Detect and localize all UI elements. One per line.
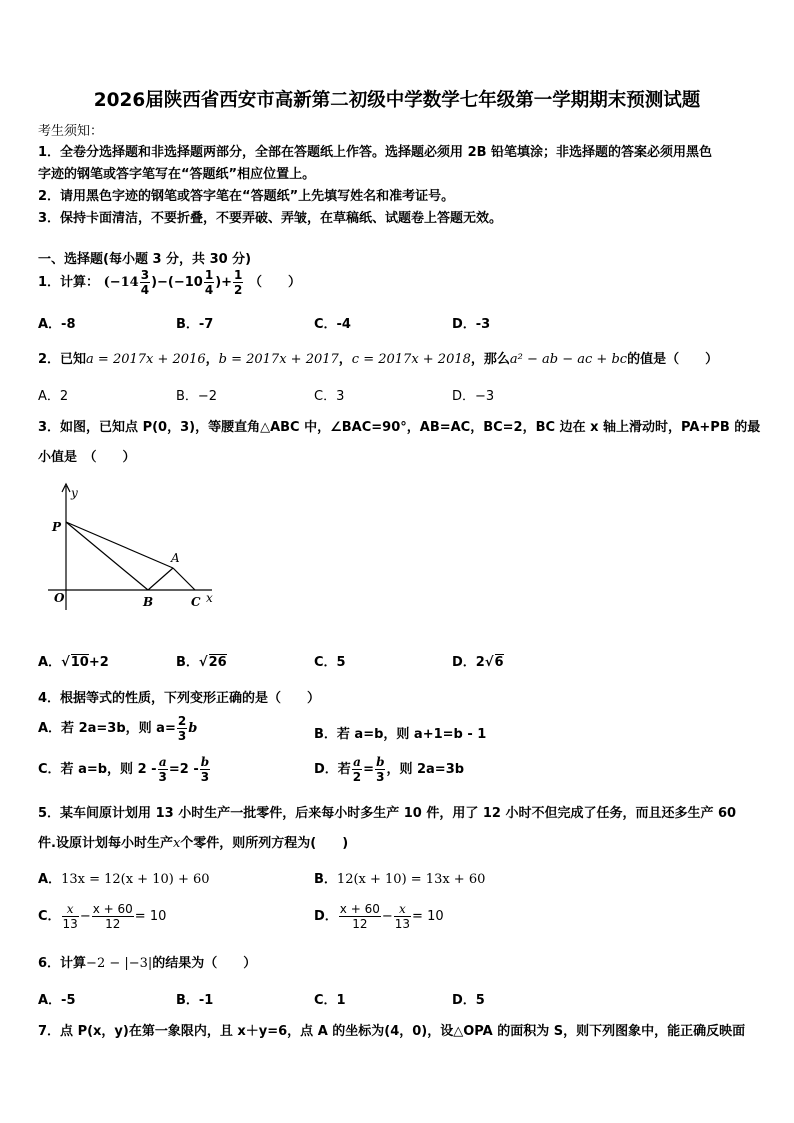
- q1-option-a: A．-8: [38, 317, 76, 332]
- q3-option-b: B．√26: [176, 655, 227, 670]
- q2-b-def: b = 2017x + 2017: [218, 352, 339, 367]
- notice-line-1a: 1．全卷分选择题和非选择题两部分，全部在答题纸上作答。选择题必须用 2B 铅笔填涂；非选择题的答案必须用黑色: [38, 145, 713, 160]
- q1-prefix: 1．计算：: [38, 275, 100, 290]
- q2-prefix: 2．已知: [38, 352, 87, 367]
- q2-expression: a² − ab − ac + bc: [509, 352, 628, 367]
- label-b: B: [143, 595, 154, 609]
- label-y: y: [71, 486, 78, 500]
- q1-option-d: D．-3: [452, 317, 491, 332]
- q5-option-c: C． $\frac{x}{13}$ − $\frac{x + 60}{12}$ = 10: [38, 902, 167, 931]
- q2-option-d: D．−3: [452, 389, 495, 404]
- segment-ab: [148, 568, 173, 590]
- q4-option-b: B．若 a=b，则 a+1=b - 1: [314, 727, 487, 742]
- notice-line-3: 3．保持卡面清洁，不要折叠，不要弄破、弄皱，在草稿纸、试题卷上答题无效。: [38, 211, 503, 226]
- q4-option-a: A．若 2a=3b，则 a= $\frac{2}{3}$ b: [38, 714, 198, 743]
- q7-stem-line-1: 7．点 P(x，y)在第一象限内，且 x＋y=6，点 A 的坐标为(4，0)，设△OPA 的面积为 S，则下列图象中，能正确反映面: [38, 1024, 746, 1039]
- q3-stem-line-2: 小值是 （ ）: [38, 450, 136, 465]
- q2-c-def: c = 2017x + 2018: [351, 352, 471, 367]
- label-p: P: [52, 520, 62, 534]
- q6-option-c: C．1: [314, 993, 346, 1008]
- q4-stem: 4．根据等式的性质，下列变形正确的是（ ）: [38, 691, 321, 706]
- q2-option-a: A．2: [38, 389, 69, 404]
- q5-stem-line-1: 5．某车间原计划用 13 小时生产一批零件，后来每小时多生产 10 件，用了 12 小时不但完成了任务，而且还多生产 60: [38, 806, 737, 821]
- q1-expr-a: (−14: [103, 275, 139, 290]
- q5-option-b: B．12(x + 10) = 13x + 60: [314, 872, 486, 887]
- q2-mid: ，那么: [470, 352, 510, 367]
- q4-option-c: C．若 a=b，则 2 - $\frac{a}{3}$ =2 - $\frac{b}{3}$: [38, 755, 210, 784]
- q6-option-b: B．-1: [176, 993, 214, 1008]
- q2-suffix: 的值是（ ）: [627, 352, 719, 367]
- label-x: x: [206, 591, 213, 605]
- q3-option-a: A．√10+2: [38, 655, 109, 670]
- q2-option-b: B．−2: [176, 389, 218, 404]
- q3-stem-line-1: 3．如图，已知点 P(0，3)，等腰直角△ABC 中，∠BAC=90°，AB=AC，BC=2，BC 边在 x 轴上滑动时，PA+PB 的最: [38, 420, 761, 435]
- segment-ac: [173, 568, 195, 590]
- q2-a-def: a = 2017x + 2016: [86, 352, 206, 367]
- page-title: 2026届陕西省西安市高新第二初级中学数学七年级第一学期期末预测试题: [93, 90, 701, 111]
- q1-expr-b: )−(−10: [151, 275, 203, 290]
- q6-option-a: A．-5: [38, 993, 76, 1008]
- q5-stem-line-2: 件.设原计划每小时生产x个零件，则所列方程为( ): [38, 836, 349, 851]
- segment-pb: [66, 522, 148, 590]
- segment-pa: [66, 522, 173, 568]
- q3-figure: [40, 480, 230, 615]
- q5-option-a: A．13x = 12(x + 10) + 60: [38, 872, 210, 887]
- q1-frac-3: $\frac{1}{2}$: [234, 268, 243, 297]
- label-a: A: [171, 551, 180, 565]
- q3-option-d: D．2√6: [452, 655, 504, 670]
- q1-option-c: C．-4: [314, 317, 351, 332]
- q6-option-d: D．5: [452, 993, 485, 1008]
- question-6: 6．计算−2 − |−3|的结果为（ ）: [38, 956, 257, 971]
- q1-option-b: B．-7: [176, 317, 214, 332]
- q4-option-d: D．若 $\frac{a}{2}$ = $\frac{b}{3}$ ，则 2a=3b: [314, 755, 465, 784]
- question-2: [38, 348, 718, 367]
- notice-line-1b: 字迹的钢笔或答字笔写在“答题纸”相应位置上。: [38, 167, 316, 182]
- q1-paren: （ ）: [248, 275, 301, 290]
- notice-line-2: 2．请用黑色字迹的钢笔或答字笔在“答题纸”上先填写姓名和准考证号。: [38, 189, 455, 204]
- q5-option-d: D． $\frac{x + 60}{12}$ − $\frac{x}{13}$ = 10: [314, 902, 444, 931]
- label-o: O: [54, 591, 65, 605]
- label-c: C: [191, 595, 201, 609]
- q2-option-c: C．3: [314, 389, 345, 404]
- q1-frac-2: $\frac{1}{4}$: [204, 268, 214, 297]
- q3-option-c: C．5: [314, 655, 346, 670]
- q1-frac-1: $\frac{3}{4}$: [140, 268, 150, 297]
- q2-sep-1: ，: [205, 352, 219, 367]
- section-heading: 一、选择题(每小题 3 分，共 30 分): [38, 252, 252, 267]
- notice-heading: 考生须知：: [38, 124, 104, 139]
- q1-expr-c: )+: [215, 275, 233, 290]
- q2-sep-2: ，: [338, 352, 352, 367]
- question-1: [38, 268, 301, 298]
